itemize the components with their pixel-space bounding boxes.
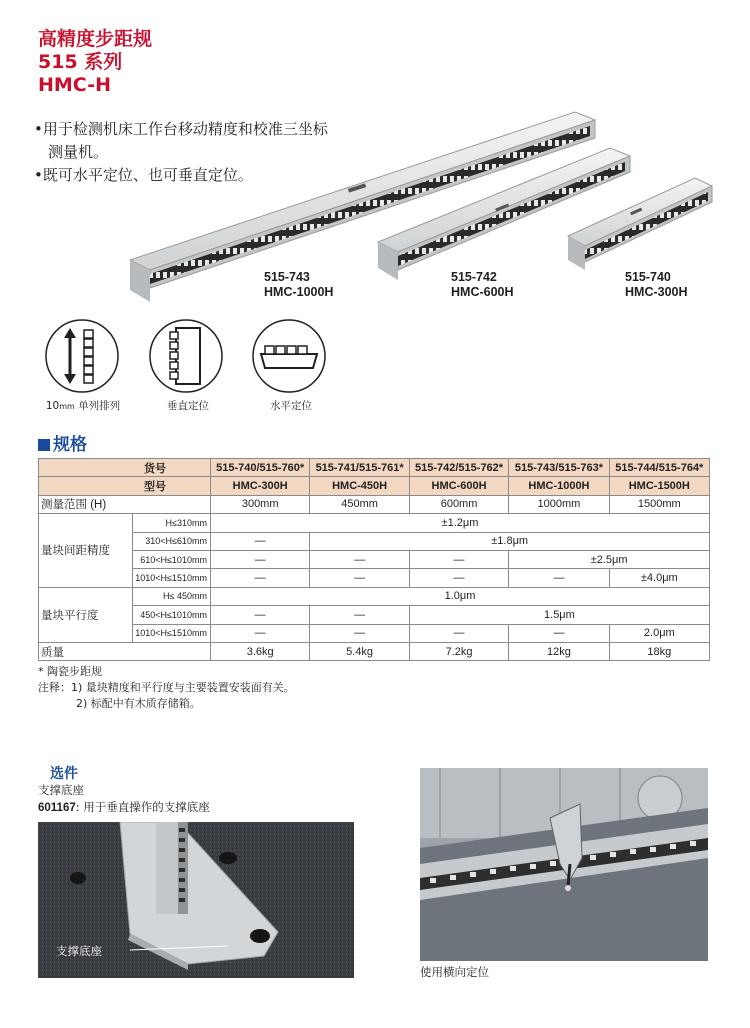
- options-title: 选件: [50, 766, 78, 782]
- support-base-label: 支撑底座: [56, 944, 102, 958]
- table-cell: 7.2kg: [409, 642, 508, 660]
- note-1: 注释：1) 量块精度和平行度与主要装置安装面有关。: [38, 681, 295, 694]
- product-title: 高精度步距规: [38, 28, 153, 50]
- table-cell: 515-740/515-760*: [210, 459, 309, 477]
- table-cell: 1000mm: [509, 495, 609, 513]
- photo-caption: 使用横向定位: [420, 965, 489, 979]
- model-code: 515-740: [625, 270, 671, 284]
- square-bullet-icon: [38, 439, 50, 451]
- caption-text: 单列排列: [74, 400, 121, 412]
- model-code: 515-743: [264, 270, 310, 284]
- condition-cell: 450<H≤1010mm: [133, 606, 211, 624]
- table-row: [39, 550, 710, 568]
- model-label: 型号: [39, 477, 211, 495]
- product-series: 515 系列: [38, 51, 123, 73]
- table-cell: —: [210, 569, 309, 587]
- pitch-label: 量块间距精度: [39, 514, 133, 588]
- table-cell: HMC-1000H: [509, 477, 609, 495]
- model-name: HMC-300H: [625, 285, 688, 299]
- condition-cell: 1010<H≤1510mm: [133, 624, 211, 642]
- table-cell: ±4.0μm: [609, 569, 709, 587]
- mass-label: 质量: [39, 642, 211, 660]
- table-row: [39, 495, 710, 513]
- icon-caption-horizontal: 水平定位: [270, 400, 312, 412]
- table-cell: —: [210, 606, 309, 624]
- model-name: HMC-600H: [451, 285, 514, 299]
- table-cell: 515-743/515-763*: [509, 459, 609, 477]
- condition-cell: 1010<H≤1510mm: [133, 569, 211, 587]
- options-part: [38, 799, 210, 815]
- note-asterisk: * 陶瓷步距规: [38, 665, 102, 678]
- part-description: : 用于垂直操作的支撑底座: [75, 800, 210, 814]
- table-row: [39, 624, 710, 642]
- single-row-arrow-icon: [44, 318, 120, 394]
- spec-heading-text: 规格: [53, 435, 87, 455]
- options-subtitle: 支撑底座: [38, 783, 84, 797]
- table-cell: —: [409, 550, 508, 568]
- model-label-600: [451, 270, 514, 300]
- table-cell: —: [210, 550, 309, 568]
- table-cell: ±1.8μm: [310, 532, 710, 550]
- caption-num: 10: [45, 400, 60, 412]
- range-label: 测量范围 (H): [39, 495, 211, 513]
- condition-cell: 610<H≤1010mm: [133, 550, 211, 568]
- model-label-1000: [264, 270, 333, 300]
- table-cell: 12kg: [509, 642, 609, 660]
- table-cell: —: [509, 569, 609, 587]
- table-cell: —: [509, 624, 609, 642]
- table-row: [39, 569, 710, 587]
- part-number: 601167: [38, 802, 76, 814]
- table-cell: ±1.2μm: [210, 514, 709, 532]
- table-cell: 1.5μm: [409, 606, 709, 624]
- condition-cell: 310<H≤610mm: [133, 532, 211, 550]
- table-cell: HMC-600H: [409, 477, 508, 495]
- notes-block: [38, 664, 295, 712]
- table-cell: 2.0μm: [609, 624, 709, 642]
- vertical-position-icon: [148, 318, 224, 394]
- table-row: [39, 532, 710, 550]
- table-cell: —: [310, 569, 409, 587]
- table-cell: —: [210, 624, 309, 642]
- condition-cell: H≤ 450mm: [133, 587, 211, 605]
- table-row: [39, 606, 710, 624]
- spec-table: [38, 458, 710, 661]
- table-cell: 600mm: [409, 495, 508, 513]
- feature-item: 测量机。: [48, 143, 109, 161]
- table-cell: HMC-450H: [310, 477, 409, 495]
- table-cell: 3.6kg: [210, 642, 309, 660]
- table-cell: HMC-300H: [210, 477, 309, 495]
- table-cell: 1.0μm: [210, 587, 709, 605]
- table-row: [39, 587, 710, 605]
- order-no-label: 货号: [39, 459, 211, 477]
- note-2: 2) 标配中有木质存储箱。: [76, 697, 201, 710]
- table-cell: —: [310, 606, 409, 624]
- table-cell: —: [310, 550, 409, 568]
- table-cell: 300mm: [210, 495, 309, 513]
- parallel-label: 量块平行度: [39, 587, 133, 642]
- feature-item: •用于检测机床工作台移动精度和校准三坐标: [34, 120, 328, 138]
- product-model: HMC-H: [38, 74, 111, 96]
- table-cell: 1500mm: [609, 495, 709, 513]
- spec-heading: [38, 430, 87, 455]
- model-code: 515-742: [451, 270, 497, 284]
- feature-item: •既可水平定位、也可垂直定位。: [34, 166, 253, 184]
- horizontal-position-icon: [251, 318, 327, 394]
- table-cell: 18kg: [609, 642, 709, 660]
- model-name: HMC-1000H: [264, 285, 334, 299]
- icon-caption-vertical: 垂直定位: [167, 400, 209, 412]
- horizontal-use-photo: [420, 768, 708, 961]
- table-cell: —: [310, 624, 409, 642]
- table-row: [39, 642, 710, 660]
- table-cell: HMC-1500H: [609, 477, 709, 495]
- table-cell: 515-742/515-762*: [409, 459, 508, 477]
- table-cell: —: [409, 569, 508, 587]
- caption-unit: mm: [59, 402, 75, 411]
- model-label-300: [625, 270, 688, 300]
- table-cell: 515-744/515-764*: [609, 459, 709, 477]
- icon-caption-single-row: [40, 398, 126, 413]
- table-cell: 450mm: [310, 495, 409, 513]
- table-cell: ±2.5μm: [509, 550, 710, 568]
- table-row: [39, 459, 710, 477]
- table-cell: 515-741/515-761*: [310, 459, 409, 477]
- table-row: [39, 477, 710, 495]
- table-row: [39, 514, 710, 532]
- condition-cell: H≤310mm: [133, 514, 211, 532]
- table-cell: —: [409, 624, 508, 642]
- table-cell: 5.4kg: [310, 642, 409, 660]
- table-cell: —: [210, 532, 309, 550]
